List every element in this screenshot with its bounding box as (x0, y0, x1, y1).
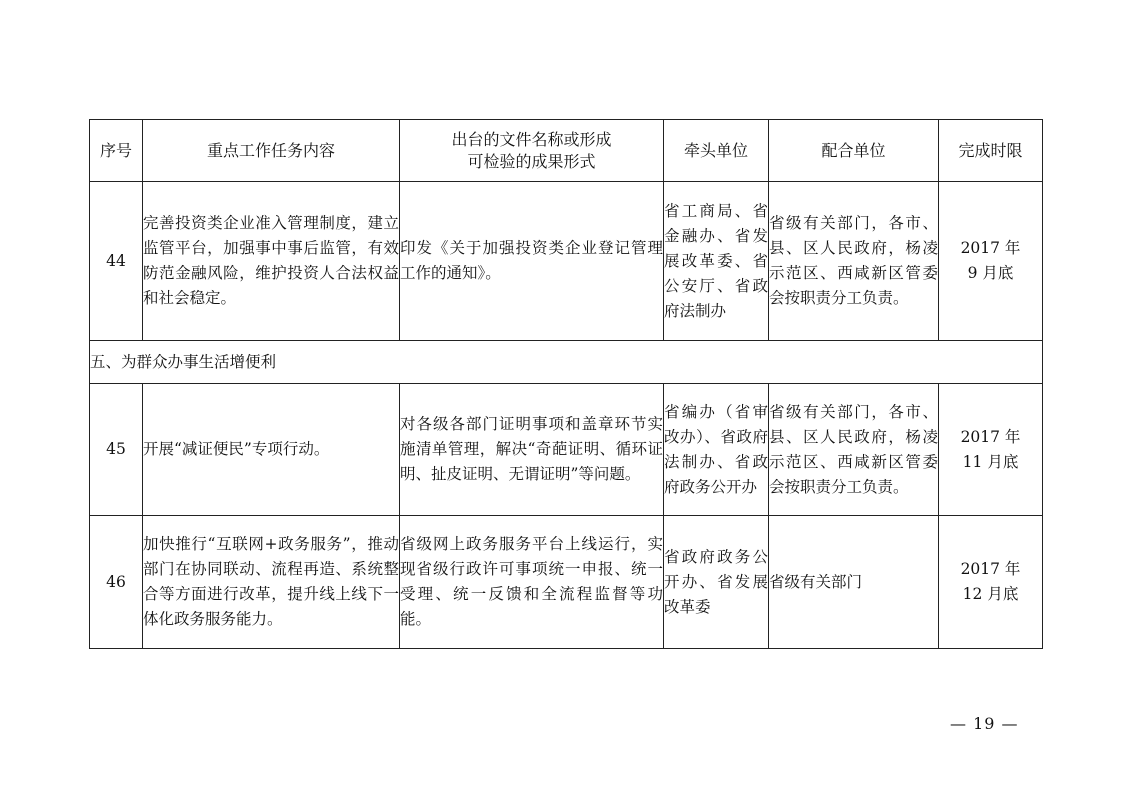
row-seq: 46 (90, 516, 143, 649)
row-deadline-month: 11 月底 (962, 452, 1019, 471)
table-row (90, 182, 1043, 341)
row-deadline-month: 12 月底 (962, 585, 1019, 603)
table-row (90, 384, 1043, 516)
row-coop: 省级有关部门，各市、县、区人民政府，杨凌示范区、西咸新区管委会按职责分工负责。 (769, 182, 939, 341)
header-row (90, 120, 1043, 182)
section-heading: 五、为群众办事生活增便利 (90, 341, 1043, 384)
header-seq: 序号 (90, 120, 143, 182)
row-lead: 省编办（省审改办）、省政府法制办、省政府政务公开办 (664, 384, 769, 516)
row-task: 开展“减证便民”专项行动。 (143, 384, 400, 516)
row-deadline-month: 9 月底 (967, 264, 1014, 282)
row-seq: 44 (90, 182, 143, 341)
row-coop: 省级有关部门 (769, 516, 939, 649)
header-doc-line2: 可检验的成果形式 (467, 151, 596, 171)
table-row (90, 516, 1043, 649)
row-doc: 对各级各部门证明事项和盖章环节实施清单管理，解决“奇葩证明、循环证明、扯皮证明、无谓证明”等问题。 (400, 384, 664, 516)
header-deadline: 完成时限 (939, 120, 1043, 182)
row-seq: 45 (90, 384, 143, 516)
header-lead: 牵头单位 (664, 120, 769, 182)
row-coop: 省级有关部门，各市、县、区人民政府，杨凌示范区、西咸新区管委会按职责分工负责。 (769, 384, 939, 516)
row-deadline (939, 384, 1043, 516)
header-coop: 配合单位 (769, 120, 939, 182)
task-table (89, 119, 1043, 649)
row-deadline-year: 2017 年 (960, 239, 1021, 257)
section-row (90, 341, 1043, 384)
row-deadline-year: 2017 年 (960, 560, 1021, 578)
row-deadline (939, 516, 1043, 649)
header-doc (400, 120, 664, 182)
page-number: — 19 — (950, 714, 1019, 733)
row-task: 完善投资类企业准入管理制度，建立监管平台，加强事中事后监管，有效防范金融风险，维护投资人合法权益和社会稳定。 (143, 182, 400, 341)
row-deadline-year: 2017 年 (960, 427, 1021, 446)
row-deadline (939, 182, 1043, 341)
row-lead: 省政府政务公开办、省发展改革委 (664, 516, 769, 649)
header-task: 重点工作任务内容 (143, 120, 400, 182)
header-doc-line1: 出台的文件名称或形成 (451, 129, 612, 149)
row-task: 加快推行“互联网+政务服务”，推动部门在协同联动、流程再造、系统整合等方面进行改革，提升线上线下一体化政务服务能力。 (143, 516, 400, 649)
row-lead: 省工商局、省金融办、省发展改革委、省公安厅、省政府法制办 (664, 182, 769, 341)
row-doc: 省级网上政务服务平台上线运行，实现省级行政许可事项统一申报、统一受理、统一反馈和全流程监督等功能。 (400, 516, 664, 649)
row-doc: 印发《关于加强投资类企业登记管理工作的通知》。 (400, 182, 664, 341)
